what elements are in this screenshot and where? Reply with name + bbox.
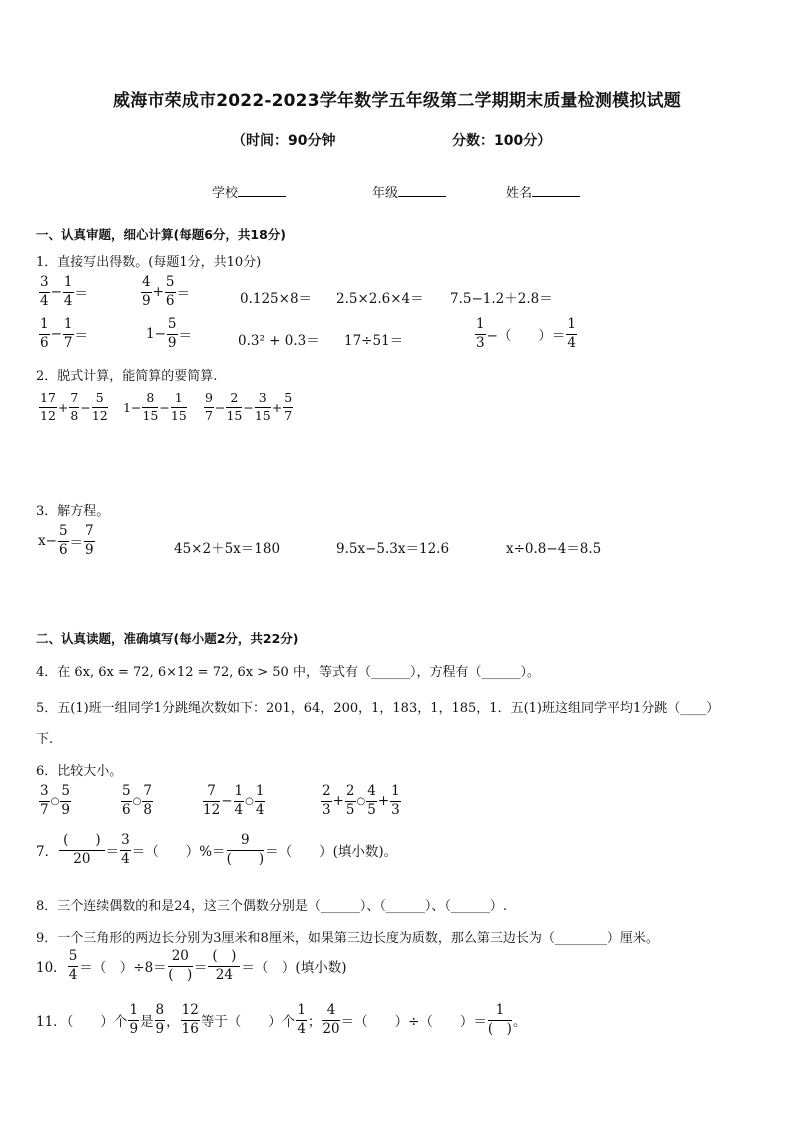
school-label: 学校 (212, 186, 239, 201)
school-blank[interactable] (238, 184, 286, 197)
section-1-heading: 一、认真审题，细心计算(每题6分，共18分) (36, 227, 287, 242)
q3-d: x÷0.8−4＝8.5 (506, 541, 602, 557)
grade-field (372, 182, 446, 201)
q6-d: $\frac{2}{3}$ + $\frac{2}{5}$ ○ $\frac{4}{5}$ + $\frac{1}{3}$ (322, 783, 400, 818)
q1-r1-e: 7.5−1.2＋2.8＝ (450, 291, 553, 307)
q1-r2-c: 0.3² + 0.3＝ (238, 333, 320, 349)
q1-r1-c: 0.125×8＝ (240, 291, 313, 307)
q3-c: 9.5x−5.3x＝12.6 (336, 541, 450, 557)
q3-label: 3．解方程。 (36, 504, 110, 519)
q2-b: 1− $\frac{8}{15}$ − $\frac{1}{15}$ (123, 390, 187, 423)
q3-a: x− $\frac{5}{6}$ ＝ $\frac{7}{9}$ (38, 523, 94, 558)
q10: 10． $\frac{5}{4}$ ＝（ ）÷8＝ $\frac{20}{( )}$ ＝ $\frac{( )}{24}$ ＝（ ）(填小数) (36, 948, 347, 983)
q11: 11．（ ）个 $\frac{1}{9}$ 是 $\frac{8}{9}$ ， $\frac{12}{16}$ 等于（ ）个 $\frac{1}{4}$ ； $\frac{4}{20}$ ＝（ ）÷（ ）＝ $\frac{1}{( )}$ 。 (36, 1002, 527, 1037)
exam-time: （时间：90分钟 (232, 133, 336, 149)
q6-label: 6．比较大小。 (36, 764, 123, 779)
q5-line1: 5．五(1)班一组同学1分跳绳次数如下：201，64，200，1，183，1，185，1．五(1)班这组同学平均1分跳（____） (36, 701, 720, 716)
q9: 9．一个三角形的两边长分别为3厘米和8厘米，如果第三边长度为质数，那么第三边长为（________）厘米。 (36, 931, 659, 946)
q2-c: $\frac{9}{7}$ − $\frac{2}{15}$ − $\frac{3}{15}$ + $\frac{5}{7}$ (205, 390, 293, 423)
q5-line2: 下. (36, 732, 54, 747)
grade-blank[interactable] (398, 184, 446, 197)
q1-label: 1．直接写出得数。(每题1分，共10分) (36, 255, 262, 270)
q1-r2-e: $\frac{1}{3}$ −（ ）＝ $\frac{1}{4}$ (476, 316, 576, 351)
q8: 8．三个连续偶数的和是24，这三个偶数分别是（______）、（______）、（______）. (36, 899, 507, 914)
page-title: 威海市荣成市2022-2023学年数学五年级第二学期期末质量检测模拟试题 (113, 91, 681, 111)
q6-c: $\frac{7}{12}$ − $\frac{1}{4}$ ○ $\frac{1}{4}$ (203, 783, 265, 818)
q2-a: $\frac{17}{12}$ + $\frac{7}{8}$ − $\frac{5}{12}$ (40, 390, 108, 423)
q1-r1-d: 2.5×2.6×4＝ (336, 291, 424, 307)
q4: 4．在 6x, 6x = 72, 6×12 = 72, 6x > 50 中，等式有（______），方程有（______）。 (36, 665, 540, 680)
q1-r2-a: $\frac{1}{6}$ − $\frac{1}{7}$ ＝ (40, 316, 88, 351)
section-2-heading: 二、认真读题，准确填写(每小题2分，共22分) (36, 631, 299, 646)
name-blank[interactable] (532, 184, 580, 197)
name-field (506, 182, 580, 201)
q7: 7． $\frac{( )}{20}$ ＝ $\frac{3}{4}$ ＝（ ）%＝ $\frac{9}{( )}$ ＝（ ）(填小数)。 (36, 832, 398, 867)
exam-score: 分数：100分） (452, 133, 552, 149)
q3-b: 45×2＋5x＝180 (174, 541, 281, 557)
name-label: 姓名 (506, 186, 533, 201)
q1-r1-b: $\frac{4}{9}$ + $\frac{5}{6}$ ＝ (142, 274, 190, 309)
school-field (212, 182, 286, 201)
q6-a: $\frac{3}{7}$ ○ $\frac{5}{9}$ (40, 783, 70, 818)
q6-b: $\frac{5}{6}$ ○ $\frac{7}{8}$ (122, 783, 152, 818)
grade-label: 年级 (372, 186, 399, 201)
q2-label: 2．脱式计算，能简算的要简算. (36, 369, 218, 384)
q1-r1-a: $\frac{3}{4}$ − $\frac{1}{4}$ ＝ (40, 274, 88, 309)
q1-r2-b: 1− $\frac{5}{9}$ ＝ (146, 316, 192, 351)
q1-r2-d: 17÷51＝ (344, 333, 404, 349)
